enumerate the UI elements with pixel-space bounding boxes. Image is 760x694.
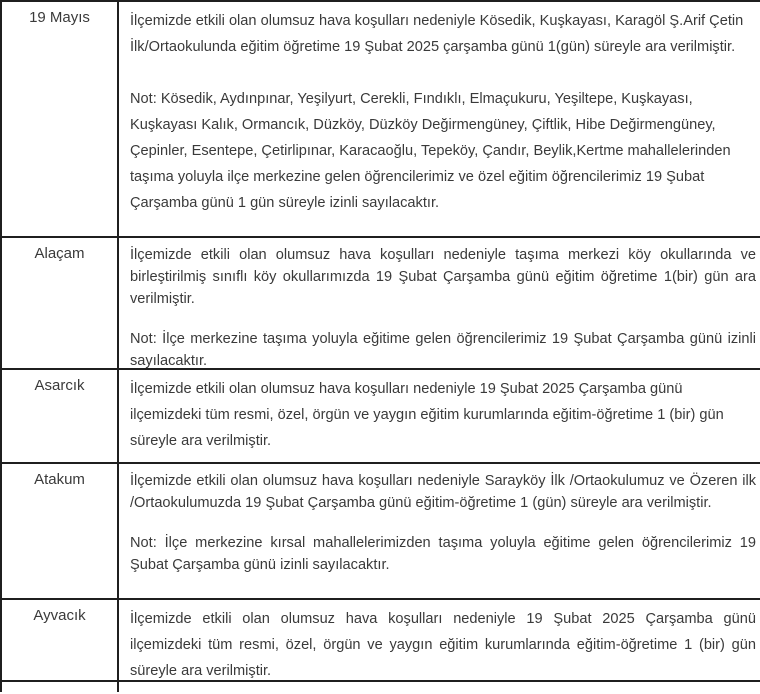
district-cell xyxy=(1,237,118,369)
description-cell xyxy=(118,681,760,692)
district-cell xyxy=(1,599,118,681)
description-cell xyxy=(118,237,760,369)
description-paragraph: İlçemizde etkili olan olumsuz hava koşulları nedeniyle 19 Şubat 2025 Çarşamba günü ilçemizdeki tüm resmi, özel, örgün ve yaygın eğitim kurumlarında eğitim-öğretime 1 (bir) gün süreyle ara verilmiştir. xyxy=(130,381,724,449)
description-paragraph: İlçemizde etkili olan olumsuz hava koşulları nedeniyle 19 Şubat 2025 Çarşamba günü ilçemizdeki tüm resmi, özel, örgün ve yaygın eğitim kurumlarında eğitim-öğretime 1 (bir) gün süreyle ara verilmiştir. xyxy=(130,611,756,679)
district-label: Atakum xyxy=(34,471,85,488)
district-label: Alaçam xyxy=(34,245,85,262)
description-cell xyxy=(118,1,760,237)
table-row-partial xyxy=(1,681,760,692)
table-row xyxy=(1,1,760,237)
district-cell xyxy=(1,463,118,599)
description-paragraph: İlçemizde etkili olan olumsuz hava koşulları nedeniyle taşıma merkezi köy okullarında ve birleştirilmiş sınıflı köy okullarımızda 19 Şubat Çarşamba günü eğitim öğretime 1(bir) gün ara verilmiştir. xyxy=(130,247,756,307)
district-cell xyxy=(1,369,118,463)
district-label: Ayvacık xyxy=(33,607,86,624)
table-row xyxy=(1,369,760,463)
table-row xyxy=(1,463,760,599)
district-cell xyxy=(1,1,118,237)
description-cell xyxy=(118,463,760,599)
table-row xyxy=(1,237,760,369)
description-paragraph: Not: İlçe merkezine taşıma yoluyla eğitime gelen öğrencilerimiz 19 Şubat Çarşamba günü izinli sayılacaktır. xyxy=(130,331,756,368)
description-paragraph: İlçemizde etkili olan olumsuz hava koşulları nedeniyle Sarayköy İlk /Ortaokulumuz ve Özeren ilk /Ortaokulumuzda 19 Şubat Çarşamba günü eğitim-öğretime 1 (gün) süreyle ara verilmiştir. xyxy=(130,473,756,511)
district-label: 19 Mayıs xyxy=(29,9,90,26)
district-cell xyxy=(1,681,118,692)
description-paragraph: Not: Kösedik, Aydınpınar, Yeşilyurt, Cerekli, Fındıklı, Elmaçukuru, Yeşiltepe, Kuşkayası, Kuşkayası Kalık, Ormancık, Düzköy, Düzköy Değirmengüney, Çiftlik, Hibe Değirmengüney, Çepinler, Esentepe, Çetirlipınar, Karacaoğlu, Tepeköy, Çandır, Beylik,Kertme mahallelerinden taşıma yoluyla ilçe merkezine gelen öğrencilerimiz ve özel eğitim öğrencilerimiz 19 Şubat Çarşamba günü 1 gün süreyle izinli sayılacaktır. xyxy=(130,91,731,211)
description-cell xyxy=(118,369,760,463)
district-label: Asarcık xyxy=(34,377,85,394)
table-row xyxy=(1,599,760,681)
description-paragraph: Not: İlçe merkezine kırsal mahallelerimizden taşıma yoluyla eğitime gelen öğrencilerimiz 19 Şubat Çarşamba günü izinli sayılacaktır. xyxy=(130,535,756,573)
description-cell xyxy=(118,599,760,681)
description-paragraph: İlçemizde etkili olan olumsuz hava koşulları nedeniyle Kösedik, Kuşkayası, Karagöl Ş.Arif Çetin İlk/Ortaokulunda eğitim öğretime 19 Şubat 2025 çarşamba günü 1(gün) süreyle ara verilmiştir. xyxy=(130,13,744,55)
